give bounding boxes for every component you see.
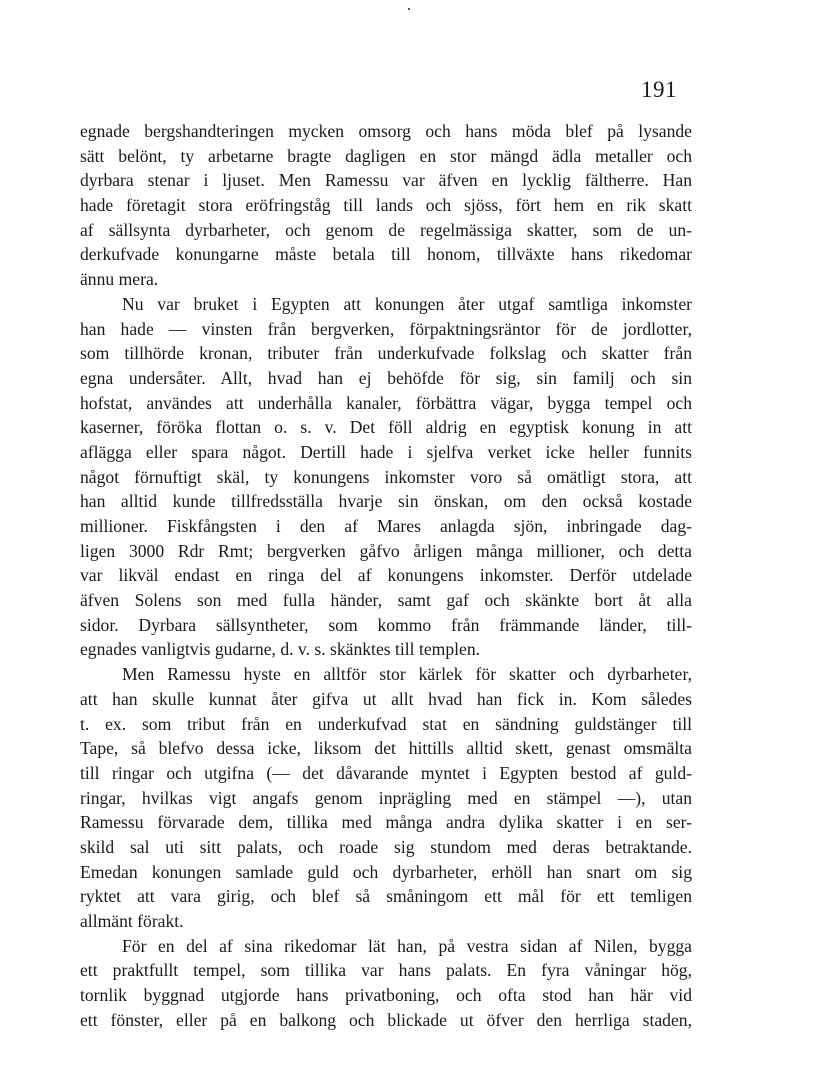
paragraph [80,662,692,934]
text-line: ryktet att vara girig, och blef så småningom ett mål för ett temligen [80,886,692,907]
text-line: hade företagit stora eröfringståg till lands och sjöss, fört hem en rik skatt [80,195,692,216]
text-line: Emedan konungen samlade guld och dyrbarheter, erhöll han snart om sig [80,861,692,882]
text-line: kaserner, föröka flottan o. s. v. Det föll aldrig en egyptisk konung in att [80,417,692,438]
paragraph [80,292,692,662]
text-line: Tape, så blefvo dessa icke, liksom det hittills alltid skett, genast omsmälta [80,738,692,759]
text-line: ett praktfullt tempel, som tillika var hans palats. En fyra våningar hög, [80,960,692,981]
text-line: ett fönster, eller på en balkong och blickade ut öfver den herrliga staden, [80,1009,692,1030]
text-line: aflägga eller spara något. Dertill hade i sjelfva verket icke heller funnits [80,441,692,462]
text-line: skild sal uti sitt palats, och roade sig stundom med deras betraktande. [80,836,692,857]
text-line: Nu var bruket i Egypten att konungen åter utgaf samtliga inkomster [122,293,692,314]
text-line: ligen 3000 Rdr Rmt; bergverken gåfvo årligen många millioner, och detta [80,540,692,561]
text-line: sidor. Dyrbara sällsyntheter, som kommo från främmande länder, till- [80,614,692,635]
text-line: sätt belönt, ty arbetarne bragte dagligen en stor mängd ädla metaller och [80,145,692,166]
text-line: af sällsynta dyrbarheter, och genom de regelmässiga skatter, som de un- [80,219,692,240]
body-text [80,119,692,1032]
text-line: äfven Solens son med fulla händer, samt gaf och skänkte bort åt alla [80,590,692,611]
text-line: tornlik byggnad utgjorde hans privatboning, och ofta stod han här vid [80,985,692,1006]
text-line: egnade bergshandteringen mycken omsorg och hans möda blef på lysande [80,121,692,141]
paragraph [80,119,692,292]
text-line: millioner. Fiskfångsten i den af Mares anlagda sjön, inbringade dag- [80,516,692,536]
text-line: till ringar och utgifna (— det dåvarande myntet i Egypten bestod af guld- [80,762,692,783]
text-line: ännu mera. [80,269,159,290]
text-line: derkufvade konungarne måste betala till honom, tillväxte hans rikedomar [80,244,692,265]
text-line: t. ex. som tribut från en underkufvad stat en sändning guldstänger till [80,713,692,734]
text-line: Men Ramessu hyste en alltför stor kärlek för skatter och dyrbarheter, [122,664,692,685]
text-line: som tillhörde kronan, tributer från underkufvade folkslag och skatter från [80,343,692,364]
page-number: 191 [641,77,677,102]
text-line: att han skulle kunnat åter gifva ut allt hvad han fick in. Kom således [80,688,692,709]
text-line: han hade — vinsten från bergverken, förpaktningsräntor för de jordlotter, [80,318,692,339]
ink-speck [408,8,410,10]
text-line: egnades vanligtvis gudarne, d. v. s. skänktes till templen. [80,639,481,660]
text-line: egna undersåter. Allt, hvad han ej behöfde för sig, sin familj och sin [80,367,692,388]
text-line: dyrbara stenar i ljuset. Men Ramessu var äfven en lycklig fältherre. Han [80,170,692,191]
text-line: Ramessu förvarade dem, tillika med många andra dylika skatter i en ser- [80,812,692,833]
text-line: hofstat, användes att underhålla kanaler, förbättra vägar, bygga tempel och [80,392,692,413]
text-line: För en del af sina rikedomar lät han, på vestra sidan af Nilen, bygga [122,935,692,956]
paragraph [80,934,692,1033]
text-line: han alltid kunde tillfredsställa hvarje sin önskan, om den också kostade [80,491,692,512]
text-line: något förnuftigt skäl, ty konungens inkomster voro så omätligt stora, att [80,466,692,487]
text-line: allmänt förakt. [80,911,184,931]
text-line: ringar, hvilkas vigt angafs genom inprägling med en stämpel —), utan [80,787,692,808]
text-line: var likväl endast en ringa del af konungens inkomster. Derför utdelade [80,565,692,586]
